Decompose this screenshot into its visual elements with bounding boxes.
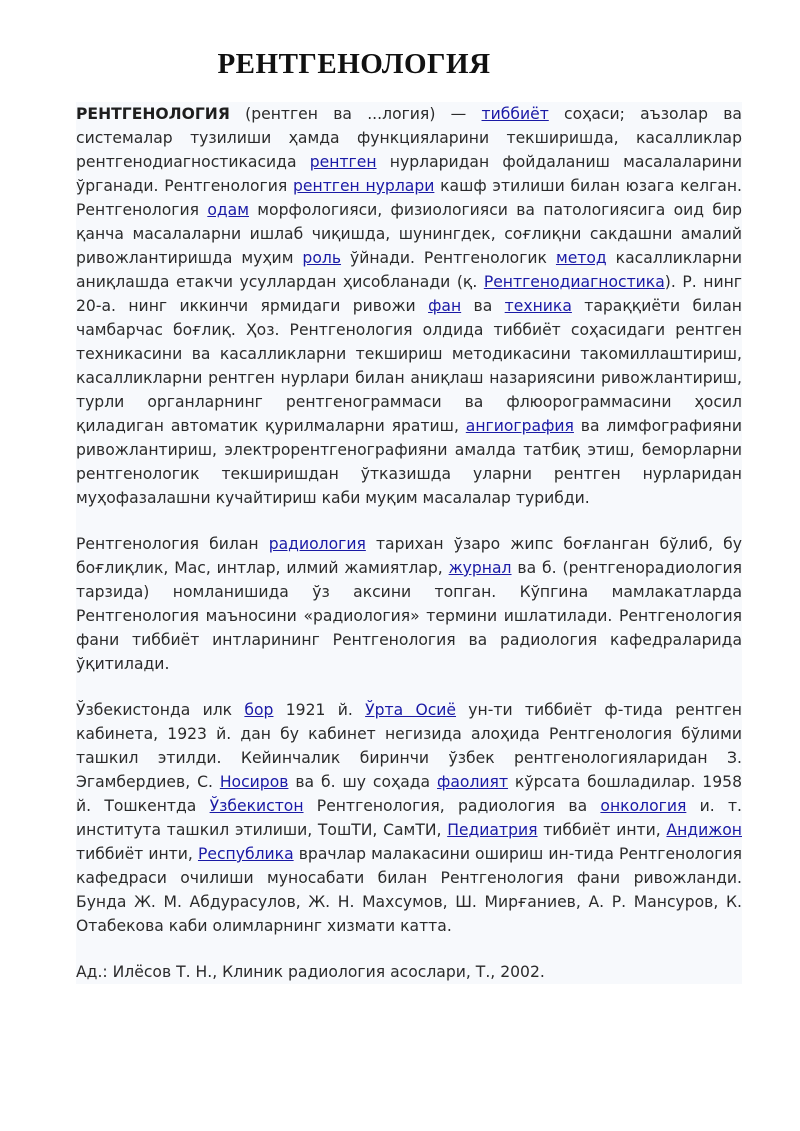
link-jurnal[interactable]: журнал <box>448 559 512 577</box>
link-odam[interactable]: одам <box>207 201 249 219</box>
paragraph-gap <box>76 938 742 960</box>
link-texnika[interactable]: техника <box>504 297 572 315</box>
link-metod[interactable]: метод <box>555 249 607 267</box>
paragraph-uzbekistan <box>76 698 742 938</box>
link-rentgen[interactable]: рентген <box>309 153 377 171</box>
link-angiografiya[interactable]: ангиография <box>465 417 574 435</box>
text-run: (рентген ва ...логия) — <box>229 105 482 123</box>
link-orta-osiyo[interactable]: Ўрта Осиё <box>365 701 457 719</box>
page-title: РЕНТГЕНОЛОГИЯ <box>217 48 491 80</box>
link-radiologiya[interactable]: радиология <box>268 535 366 553</box>
text-run: врачлар малакасини ошириш ин-тида Рентгенология кафедраси очилиши муносабати билан Рентгенология фани ривожланди. Бунда Ж. М. Абдурасулов, Ж. Н. Махсумов, Ш. Мирғаниев, А. Р. Мансуров, К. Отабекова каби олимларнинг хизмати катта. <box>76 845 742 935</box>
link-pediatriya[interactable]: Педиатрия <box>447 821 538 839</box>
link-rentgen-nurlari[interactable]: рентген нурлари <box>293 177 435 195</box>
text-run: ). Р. нинг 20-а. нинг иккинчи ярмидаги ривожи <box>76 273 742 315</box>
text-run: Ўзбекистонда илк <box>76 701 245 719</box>
references-line: Ад.: Илёсов Т. Н., Клиник радиология асослари, Т., 2002. <box>76 963 545 981</box>
text-run: ўйнади. Рентгенологик <box>341 249 556 267</box>
text-run: ва <box>461 297 505 315</box>
text-run: 1921 й. <box>273 701 366 719</box>
lead-term: РЕНТГЕНОЛОГИЯ <box>76 105 230 123</box>
text-run: тараққиёти билан чамбарчас боғлиқ. Ҳоз. Рентгенология олдида тиббиёт соҳасидаги рентген техникасини ва касалликларни текшириш методикасини такомиллаштириш, касалликларни рентген нурлари билан аниқлаш назариясини ривожлантириш, турли органларнинг рентгенограммаси ва флюорограммасини ҳосил қиладиган автоматик қурилмаларни яратиш, <box>76 297 743 435</box>
text-run: и. т. института ташкил этилиши, ТошТИ, СамТИ, <box>76 797 742 839</box>
link-respublika[interactable]: Республика <box>197 845 294 863</box>
link-faoliyat[interactable]: фаолият <box>437 773 509 791</box>
link-nosirov[interactable]: Носиров <box>219 773 289 791</box>
text-run: Рентгенология, радиология ва <box>303 797 601 815</box>
text-run: ун-ти тиббиёт ф-тида рентген кабинета, 1923 й. дан бу кабинет негизида алоҳида Рентгенология бўлими ташкил этилди. Кейинчалик биринчи ўзбек рентгенологияларидан З. Эгамбердиев, С. <box>76 701 742 791</box>
text-run: Рентгенология билан <box>76 535 269 553</box>
link-bor[interactable]: бор <box>244 701 274 719</box>
paragraph-gap <box>76 676 742 698</box>
link-ozbekiston[interactable]: Ўзбекистон <box>209 797 304 815</box>
paragraph-radiology <box>76 532 742 676</box>
link-rol[interactable]: роль <box>302 249 342 267</box>
link-andijon[interactable]: Андижон <box>666 821 742 839</box>
text-run: морфологияси, физиологияси ва патологиясига оид бир қанча масалаларни ишлаб чиқишда, шунингдек, соғлиқни сакдашни амалий ривожлантиришда муҳим <box>76 201 742 267</box>
text-run: соҳаси; аъзолар ва системалар тузилиши ҳамда функцияларини текширишда, касалликлар рентгенодиагностикасида <box>76 105 742 171</box>
text-run: кўрсата бошладилар. 1958 й. Тошкентда <box>76 773 742 815</box>
text-run: ва б. (рентгенорадиология тарзида) номланишида ўз аксини топган. Кўпгина мамлакатларда Рентгенология маъносини «радиология» термини ишлатилади. Рентгенология фани тиббиёт интларининг Рентгенология ва радиология кафедраларида ўқитилади. <box>76 559 742 673</box>
link-onkologiya[interactable]: онкология <box>600 797 687 815</box>
text-run: тиббиёт инти, <box>76 845 198 863</box>
text-run: кашф этилиши билан юзага келган. Рентгенология <box>76 177 742 219</box>
link-rentgenodiagnostika[interactable]: Рентгенодиагностика <box>483 273 665 291</box>
paragraph-gap <box>76 510 742 532</box>
text-run: нурларидан фойдаланиш масалаларини ўрганади. Рентгенология <box>76 153 743 195</box>
paragraph-intro <box>76 102 742 510</box>
text-run: ва лимфографияни ривожлантириш, электрорентгенографияни амалда татбиқ этиш, беморларни рентгенологик текширишдан ўтказишда уларни рентген нурларидан муҳофазалашни кучайтириш каби муқим масалалар турибди. <box>76 417 742 507</box>
text-run: касалликларни аниқлашда етакчи усуллардан ҳисобланади (қ. <box>76 249 742 291</box>
article-body <box>76 102 742 984</box>
text-run: ва б. шу соҳада <box>288 773 438 791</box>
text-run: тиббиёт инти, <box>537 821 667 839</box>
link-fan[interactable]: фан <box>428 297 462 315</box>
text-run: тарихан ўзаро жипс боғланган бўлиб, бу боғлиқлик, Мас, интлар, илмий жамиятлар, <box>76 535 742 577</box>
link-tibbiyot[interactable]: тиббиёт <box>481 105 549 123</box>
